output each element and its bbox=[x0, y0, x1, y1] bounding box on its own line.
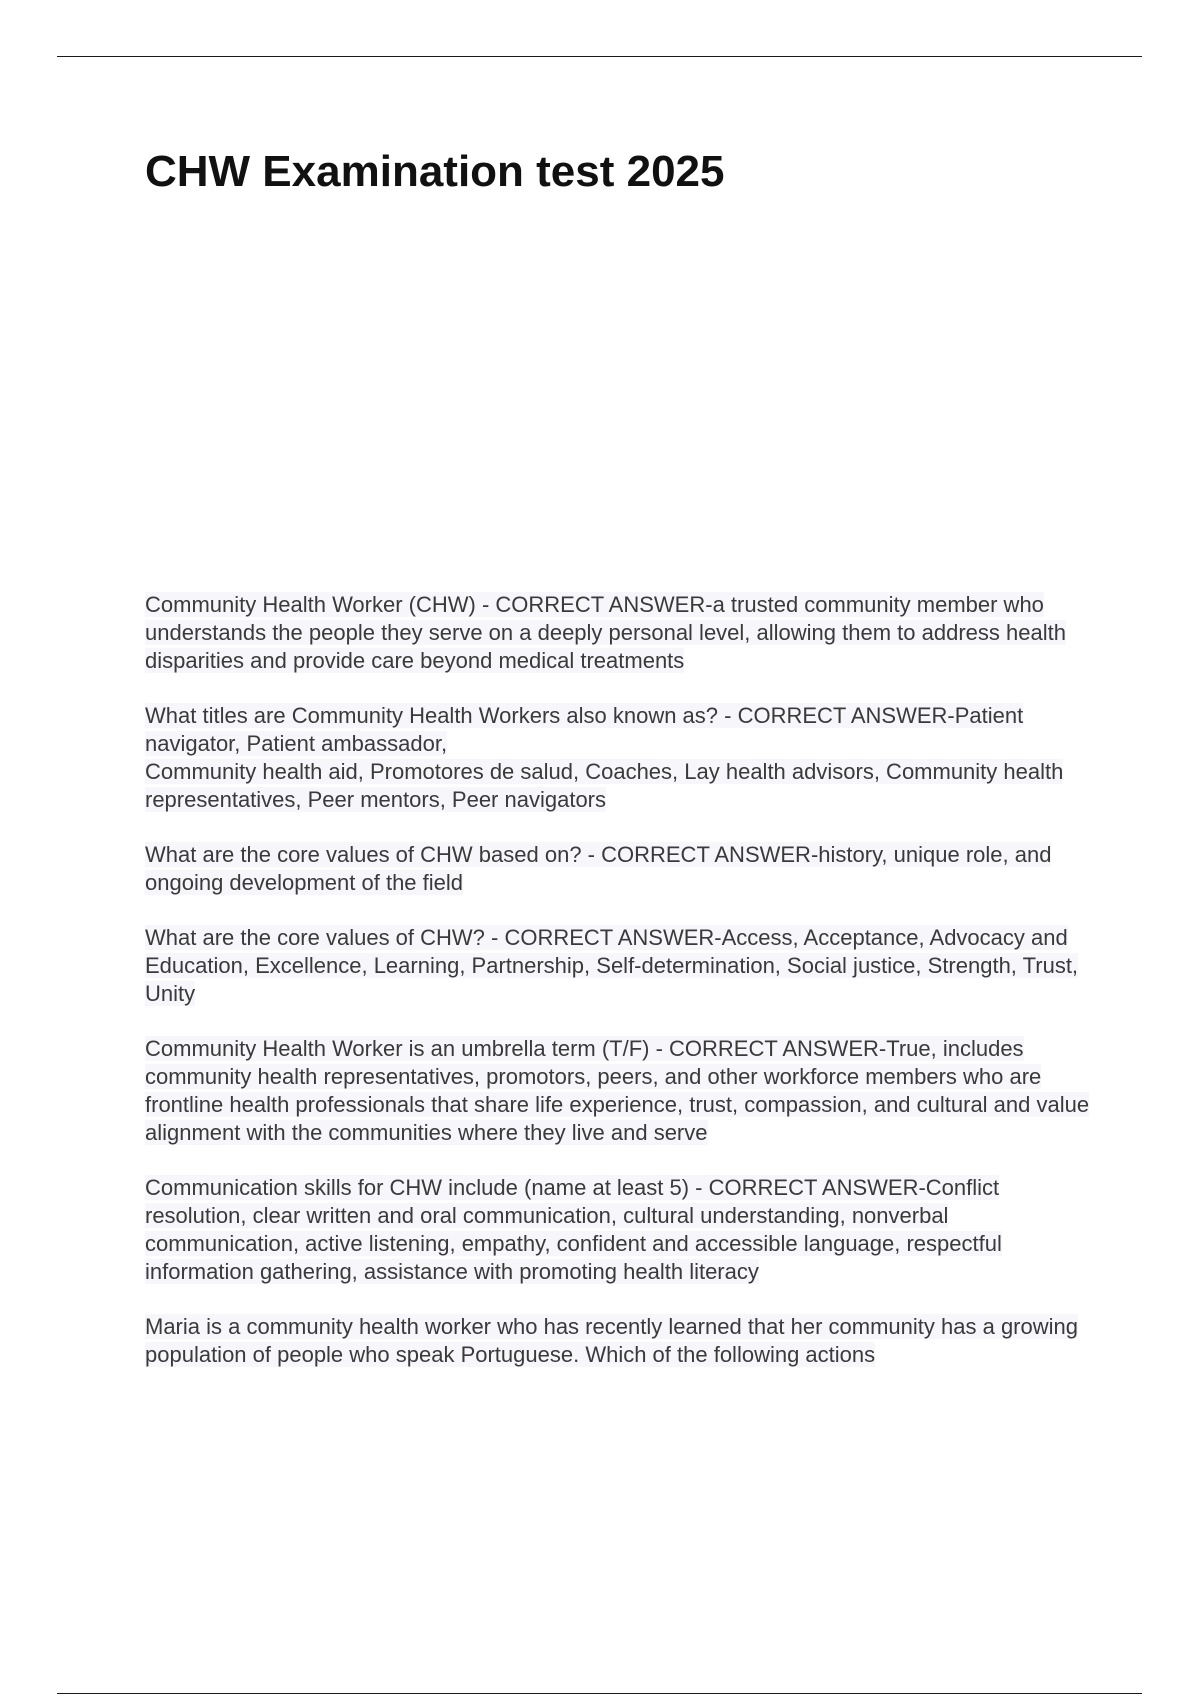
qa-entry bbox=[145, 1313, 1090, 1369]
qa-list bbox=[145, 591, 1090, 1396]
qa-entry-text: What are the core values of CHW? - CORRECT ANSWER-Access, Acceptance, Advocacy and Education, Excellence, Learning, Partnership, Self-determination, Social justice, Strength, Trust, Unity bbox=[145, 925, 1079, 1006]
qa-entry-text: Community Health Worker is an umbrella term (T/F) - CORRECT ANSWER-True, includes community health representatives, promotors, peers, and other workforce members who are frontline health professionals that share life experience, trust, compassion, and cultural and value alignment with the communities where they live and serve bbox=[145, 1036, 1090, 1145]
qa-entry bbox=[145, 591, 1090, 675]
bottom-divider bbox=[57, 1693, 1142, 1694]
qa-entry-text: What titles are Community Health Workers also known as? - CORRECT ANSWER-Patient navigator, Patient ambassador, Community health aid, Promotores de salud, Coaches, Lay health advisors, Community health representatives, Peer mentors, Peer navigators bbox=[145, 703, 1064, 812]
qa-entry-text: Community Health Worker (CHW) - CORRECT ANSWER-a trusted community member who understands the people they serve on a deeply personal level, allowing them to address health disparities and provide care beyond medical treatments bbox=[145, 592, 1066, 673]
qa-entry bbox=[145, 702, 1090, 814]
qa-entry-text: Communication skills for CHW include (name at least 5) - CORRECT ANSWER-Conflict resolution, clear written and oral communication, cultural understanding, nonverbal communication, active listening, empathy, confident and accessible language, respectful information gathering, assistance with promoting health literacy bbox=[145, 1175, 1002, 1284]
document-title: CHW Examination test 2025 bbox=[145, 147, 725, 196]
qa-entry-text: What are the core values of CHW based on? - CORRECT ANSWER-history, unique role, and ongoing development of the field bbox=[145, 842, 1052, 895]
qa-entry-text: Maria is a community health worker who has recently learned that her community has a growing population of people who speak Portuguese. Which of the following actions bbox=[145, 1314, 1078, 1367]
top-divider bbox=[57, 56, 1142, 57]
qa-entry bbox=[145, 1035, 1090, 1147]
qa-entry bbox=[145, 841, 1090, 897]
qa-entry bbox=[145, 1174, 1090, 1286]
qa-entry bbox=[145, 924, 1090, 1008]
